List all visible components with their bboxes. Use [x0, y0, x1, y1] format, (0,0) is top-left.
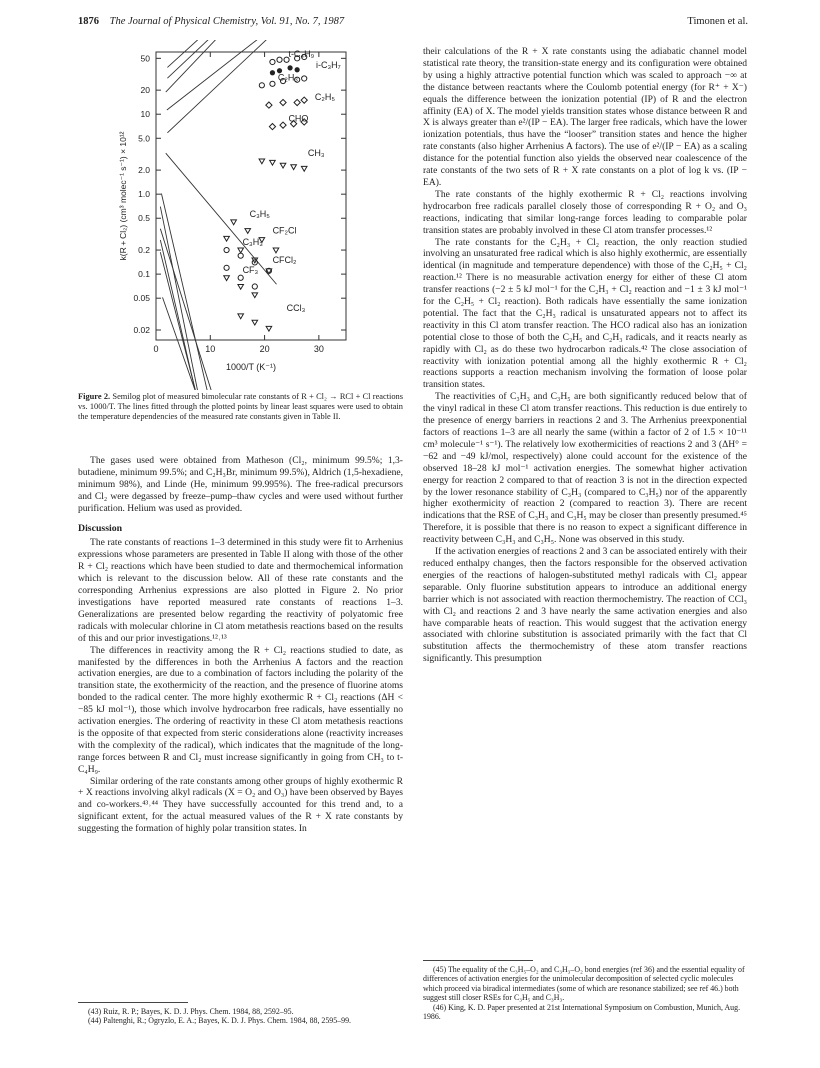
- figure-2-chart: [78, 40, 403, 390]
- data-point: [291, 165, 297, 170]
- y-tick-label: 20: [140, 85, 150, 96]
- series-label: C₂H₃: [277, 72, 299, 83]
- data-point: [270, 160, 276, 165]
- data-point: [224, 276, 230, 281]
- data-point: [266, 326, 272, 331]
- running-header: [78, 16, 748, 27]
- data-point: [277, 57, 282, 62]
- data-point: [294, 99, 300, 105]
- x-tick-label: 10: [205, 344, 216, 354]
- data-point: [280, 122, 286, 128]
- footnote: (43) Ruiz, R. P.; Bayes, K. D. J. Phys. Chem. 1984, 88, 2592–95.: [88, 1007, 294, 1016]
- paragraph-materials: The gases used were obtained from Matheson (Cl₂, minimum 99.5%; 1,3-butadiene, minimum 99.5%; and C₂H₃Br, minimum 99.5%), Aldrich (1,5-hexadiene, minimum 98%), and Linde (He, minimum 99.995%). The free-radical precursors and Cl₂ were degassed by freeze–pump–thaw cycles and were used without further purification. Helium was used as provided.: [78, 455, 403, 514]
- figure-caption: [78, 392, 403, 422]
- y-axis-label: k(R + Cl₂) (cm³ molec⁻¹ s⁻¹) × 10¹²: [118, 131, 128, 261]
- data-point: [302, 76, 307, 81]
- data-point: [224, 265, 229, 270]
- data-point: [266, 102, 272, 108]
- footnote-rule: [423, 960, 533, 961]
- paragraph: their calculations of the R + X rate constants using the adiabatic channel model statistical rate theory, the transition-state energy and its configuration were obtained by using a highly attractive potential function which was scaled to approach −∞ at the distance between reactants where the Coulomb potential energy (for R⁺ + X⁻) equals the difference between the ionization potential (IP) of R and the electron affinity (EA) of X. The model yields transition states whose distance between R and X is always greater than e²/(IP − EA). The larger free radicals, which have the lower ionization potentials, thus have the “looser” transition states and hence the higher rate constants (also higher Arrhenius A factors). The use of e²/(IP − EA) as a scaling distance for the potential function also yields the observed near coalescence of the rate constants of the two sets of R + X rate constants on a plot of log k vs. (IP − EA).: [423, 46, 747, 188]
- series-label: t-C₄H₉: [288, 48, 315, 59]
- y-tick-label: 2.0: [138, 165, 150, 176]
- section-heading-discussion: Discussion: [78, 522, 123, 534]
- paragraph: The rate constants of the highly exothermic R + Cl₂ reactions involving hydrocarbon free radicals parallel closely those of corresponding R + O₂ and O₃ reactions, indicating that similar long-range forces leading to comparable polar transition states are probably involved in these Cl atom transfer processes.¹²: [423, 188, 747, 236]
- series-label: C₂H₅: [314, 92, 336, 103]
- data-point: [231, 220, 237, 225]
- paragraph: The differences in reactivity among the R + Cl₂ reactions studied to date, as manifested by the differences in both the Arrhenius A factors and the reaction activation energies, are due to a combination of factors including the polarity of the transition state, the exothermicity of the reaction, and the presence of fluorine atoms bonded to the radical center. The more highly exothermic R + Cl₂ reactions (ΔH < −85 kJ mol⁻¹), those which involve hydrocarbon free radicals, have essentially no activation energies. The ordering of reactivity in these Cl atom metathesis reactions is the opposite of that expected from steric considerations alone (reactivity increases with the complexity of the radical), which indicates that the magnitude of the long-range forces between R and Cl₂ must increase significantly in going from CH₃ to t-C₄H₉.: [78, 644, 403, 775]
- data-point: [269, 123, 275, 129]
- x-tick-label: 0: [153, 344, 159, 354]
- data-point: [252, 293, 258, 298]
- paragraph: The rate constants of reactions 1–3 determined in this study were fit to Arrhenius expressions whose parameters are presented in Table II along with those of the other R + Cl₂ reactions which have been studied to date and thermochemical information which is relevant to the discussion below. All of these rate constants and the corresponding Arrhenius expressions are also plotted in Figure 2. No prior investigations have reported measured rate constants of reactions 1–3. Generalizations are presented below regarding the reactivity of polyatomic free radicals with molecular chlorine in Cl atom metathesis reactions based on the results of this and our prior investigations.¹²˒¹³: [78, 537, 403, 644]
- data-point: [301, 166, 307, 171]
- data-point: [245, 229, 251, 234]
- footnote: (46) King, K. D. Paper presented at 21st International Symposium on Combustion, Munich, Aug. 1986.: [423, 1002, 741, 1022]
- paragraph: The reactivities of C₃H₃ and C₃H₅ are both significantly reduced below that of the vinyl radical in these Cl atom transfer reactions. This reduction is due entirely to the presence of energy barriers in reactions 2 and 3. The Arrhenius preexponential factors of reactions 1–3 are all nearly the same (within a factor of 2 of 1.5 × 10⁻¹¹ cm³ molecule⁻¹ s⁻¹). The relatively low exothermicities of reactions 2 and 3 (ΔH° = −62 and −49 kJ/mol, respectively) alone could account for the existence of the observed 18–28 kJ mol⁻¹ activation energies. The somewhat higher activation energy for reaction 2 compared to that of reaction 3 is not in the direction expected by the lower resonance stability of C₃H₃ (compared to C₃H₅) nor of the apparently higher exothermicity of reaction 2 (compared to reaction 3). There are recent indications that the RSE of C₃H₃ and C₃H₅ may be closer than presently presumed.⁴⁵ Therefore, it is possible that there is no reason to expect a significant difference in reactivity between C₃H₃ and C₃H₅. None was observed in this study.: [423, 391, 747, 546]
- series-label: CH₃: [307, 147, 325, 158]
- data-point: [224, 236, 230, 241]
- series-label: CHO: [288, 113, 309, 124]
- y-tick-label: 50: [140, 53, 150, 64]
- y-tick-label: 0.05: [133, 293, 150, 304]
- chart-svg: [78, 40, 403, 390]
- left-column: [78, 455, 403, 835]
- series-label: C₃H₅: [249, 208, 270, 219]
- y-tick-label: 0.02: [133, 325, 150, 336]
- data-point: [270, 81, 275, 86]
- footnote: (45) The equality of the C₃H₅–O₂ and C₃H₃–O₂ bond energies (ref 36) and the essential equality of differences of activation energies for the unimolecular decomposition of selected cyclic molecules which proceed via biradical intermediates (some of which are resonance stabilized; see ref 46.) both suggest still closer RSEs for C₃H₅ and C₃H₃.: [423, 965, 745, 1003]
- y-tick-label: 10: [140, 109, 150, 120]
- x-tick-label: 20: [259, 344, 270, 354]
- data-point: [270, 70, 275, 75]
- y-tick-label: 0.2: [138, 245, 150, 256]
- series-label: CFCl₂: [272, 254, 297, 265]
- footnotes-left: [78, 1002, 403, 1026]
- series-line: [167, 40, 298, 67]
- y-tick-label: 0.5: [138, 213, 150, 224]
- data-point: [259, 159, 265, 164]
- series-label: i-C₃H₇: [316, 59, 341, 70]
- caption-text: Semilog plot of measured bimolecular rate constants of R + Cl₂ → RCl + Cl reactions vs. 1000/T. The lines fitted through the plotted points by linear least squares were used to obtain the temperature dependencies of the measured rate constants given in Table II.: [78, 392, 404, 421]
- series-label: CF₃: [242, 264, 259, 275]
- x-axis-label: 1000/T (K⁻¹): [225, 362, 277, 372]
- data-point: [252, 320, 258, 325]
- data-point: [259, 83, 264, 88]
- data-point: [238, 275, 243, 280]
- x-tick-label: 30: [313, 344, 324, 354]
- data-point: [224, 247, 229, 252]
- data-point: [238, 248, 244, 253]
- data-point: [238, 285, 244, 290]
- series-line: [167, 40, 298, 133]
- data-point: [270, 59, 275, 64]
- series-line: [166, 40, 298, 92]
- paragraph: If the activation energies of reactions 2 and 3 can be associated entirely with their reduced enthalpy changes, then the factors responsible for the observed activation energies of the reactions of halogen-substituted methyl radicals with Cl₂ appear separable. Only fluorine substitution appears to introduce an additional energy barrier which is not associated with reaction thermochemistry. The reaction of CCl₃ with Cl₂ and reactions 2 and 3 have nearly the same activation energies and also have comparable heats of reaction. This would suggest that the activation energy associated with chlorine substitution is associated primarily with the fact that Cl substitution affects the thermochemistry of these atom transfer reactions significantly. This presumption: [423, 546, 747, 665]
- series-line: [163, 297, 272, 390]
- data-point: [280, 99, 286, 105]
- data-point: [287, 65, 292, 70]
- footnote: (44) Paltenghi, R.; Ogryzlo, E. A.; Bayes, K. D. J. Phys. Chem. 1984, 88, 2595–99.: [88, 1016, 352, 1026]
- footnotes-right: [423, 960, 747, 1021]
- y-tick-label: 5.0: [138, 133, 150, 144]
- footnote-rule: [78, 1002, 188, 1003]
- journal-title: The Journal of Physical Chemistry, Vol. 91, No. 7, 1987: [109, 16, 345, 27]
- data-point: [238, 314, 244, 319]
- data-point: [301, 97, 307, 103]
- series-label: C₃H₃: [242, 237, 263, 248]
- paragraph: Similar ordering of the rate constants among other groups of highly exothermic R + X reactions involving alkyl radicals (X = O₂ and O₃) have been observed by Bayes and co-workers.⁴³˒⁴⁴ They have successfully accounted for this trend and, to a significant extent, for the actual measured values of the R + X rate constants by suggesting the formation of highly polar transition states. In: [78, 775, 403, 835]
- y-tick-label: 0.1: [138, 269, 150, 280]
- page-number: 1876: [78, 16, 99, 27]
- y-tick-label: 1.0: [138, 189, 150, 200]
- data-point: [280, 163, 286, 168]
- paragraph: The rate constants for the C₂H₃ + Cl₂ reaction, the only reaction studied involving an unsaturated free radical which is also highly exothermic, are essentially identical (in magnitude and temperature dependence) with those of the C₂H₅ + Cl₂ reaction.¹² There is no measurable activation energy for either of these Cl atom transfer reactions (−2 ± 5 kJ mol⁻¹ for the C₂H₃ + Cl₂ reaction and −1 ± 3 kJ mol⁻¹ for the C₂H₅ + Cl₂ reaction). Both radicals have essentially the same ionization potential. The fact that the C₂H₃ radical is unsaturated appears not to affect its reactivity in this Cl atom transfer reaction. The HCO radical also has an ionization potential close to those of both the C₂H₅ and C₂H₃ radicals, and it reacts nearly as rapidly with Cl₂ as do these two hydrocarbon radicals.⁴² The close association of reactivity with ionization potential among all the highly exothermic R + Cl₂ reactions supports a reaction mechanism involving the formation of loose polar transition states.: [423, 236, 747, 391]
- authors: Timonen et al.: [687, 16, 748, 27]
- data-point: [273, 248, 279, 253]
- series-label: CCl₃: [286, 302, 306, 313]
- data-point: [238, 253, 243, 258]
- right-column: [423, 46, 747, 665]
- series-label: CF₂Cl: [272, 225, 297, 236]
- caption-label: Figure 2.: [78, 392, 111, 401]
- data-point: [252, 284, 257, 289]
